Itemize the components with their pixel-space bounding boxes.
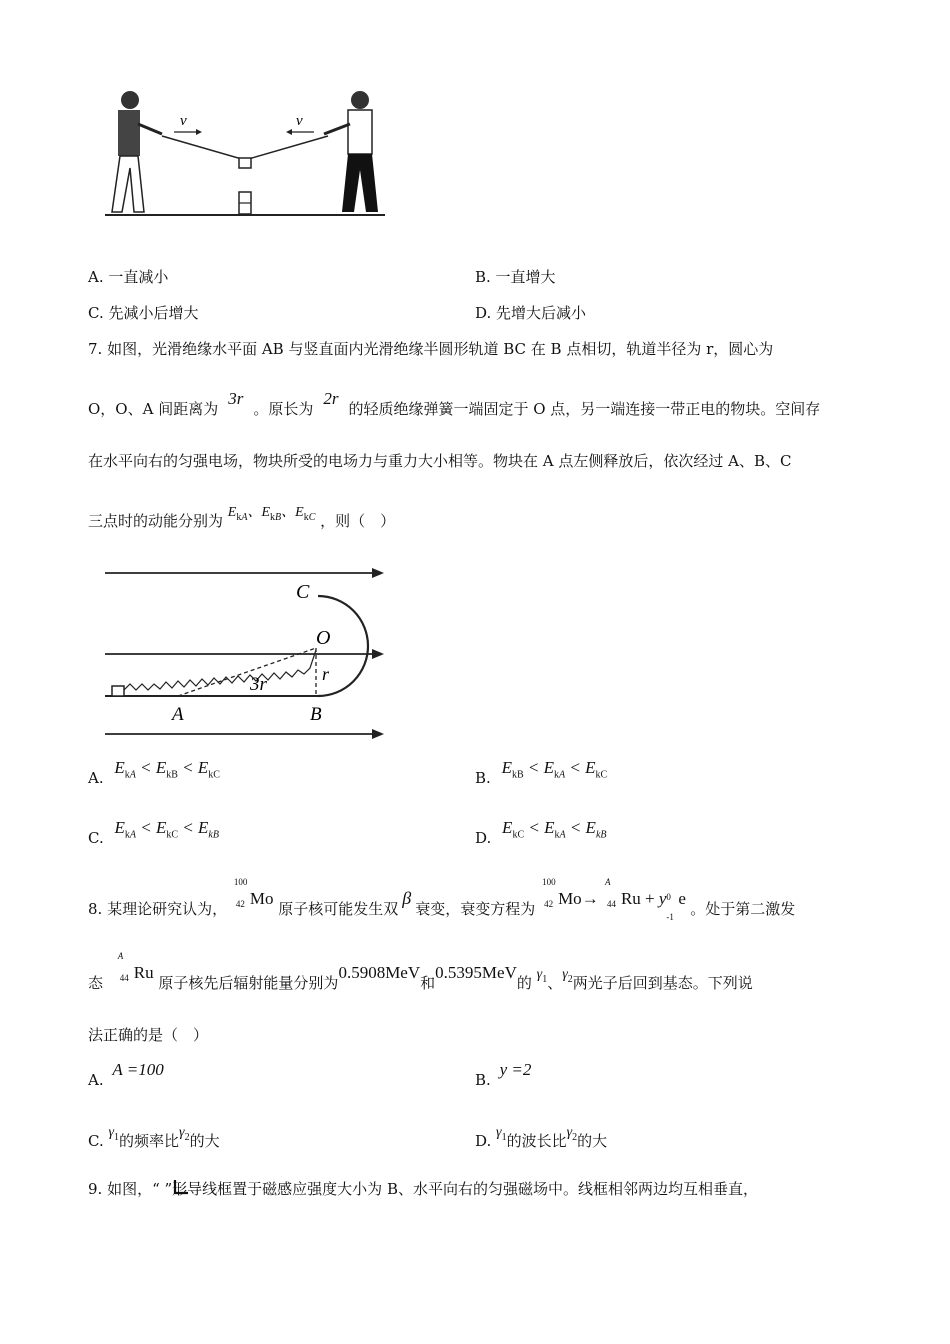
q7-option-b[interactable]: B. $E_{kB} < E_{kA} < E_{kC}$ [475, 758, 608, 787]
q6-option-c[interactable]: C. 先减小后增大 [88, 304, 199, 322]
mo-nucleus: 100 42 Mo [233, 877, 274, 909]
label-3r: 3r [250, 674, 267, 695]
q8-option-d[interactable]: D. $\gamma_1$的波长比$\gamma_2$的大 [475, 1125, 608, 1150]
q7-option-d[interactable]: D. $E_{kC} < E_{kA} < E_{kB}$ [475, 818, 607, 847]
q7-option-c[interactable]: C. $E_{kA} < E_{kC} < E_{kB}$ [88, 818, 219, 847]
label-c: C [296, 581, 310, 603]
q8-line-3: 法正确的是（ ） [88, 1026, 209, 1044]
q8-line-1: 8. 某理论研究认为， 100 42 Mo 原子核可能发生双β衰变，衰变方程为 100 42 Mo→ A 44 Ru + y 0 -1 e 。处于第二激发 [88, 877, 796, 922]
q8-option-c[interactable]: C. $\gamma_1$的频率比$\gamma_2$的大 [88, 1125, 220, 1150]
q7-line-4: 三点时的动能分别为 $E_{kA}$、$E_{kB}$、$E_{kC}$ ，则（ ） [88, 505, 396, 530]
label-o: O [316, 627, 331, 649]
q8-line-2: 态 A 44 Ru 原子核先后辐射能量分别为0.5908MeV和0.5395MeV的 $\gamma_1$、$\gamma_2$两光子后回到基态。下列说 [88, 951, 753, 992]
l-shape-icon [172, 1178, 190, 1196]
q7-line-3: 在水平向右的匀强电场，物块所受的电场力与重力大小相等。物块在 A 点左侧释放后，依次经过 A、B、C [88, 452, 792, 470]
label-a: A [172, 704, 184, 725]
velocity-label-right: v [296, 113, 303, 129]
q7-line-2: O，O、A 间距离为3r。原长为2r的轻质绝缘弹簧一端固定于 O 点，另一端连接一带正电的物块。空间存 [88, 389, 821, 418]
q9-line-1: 9. 如图，“ ”形导线框置于磁感应强度大小为 B、水平向右的匀强磁场中。线框相邻两边均互相垂直， [88, 1180, 758, 1198]
q8-option-a[interactable]: A. A =100 [88, 1060, 164, 1089]
q8-option-b[interactable]: B. y =2 [475, 1060, 532, 1089]
q6-option-a[interactable]: A. 一直减小 [88, 268, 169, 286]
velocity-label-left: v [180, 113, 187, 129]
q6-option-d[interactable]: D. 先增大后减小 [475, 304, 587, 322]
figure-tug-rope [100, 88, 390, 223]
label-b: B [310, 704, 322, 725]
q6-option-b[interactable]: B. 一直增大 [475, 268, 556, 286]
q7-option-a[interactable]: A. $E_{kA} < E_{kB} < E_{kC}$ [88, 758, 220, 787]
figure-semicircle-track [100, 560, 395, 745]
q7-line-1: 7. 如图，光滑绝缘水平面 AB 与竖直面内光滑绝缘半圆形轨道 BC 在 B 点相切，轨道半径为 r，圆心为 [88, 340, 774, 358]
label-r: r [322, 664, 330, 684]
